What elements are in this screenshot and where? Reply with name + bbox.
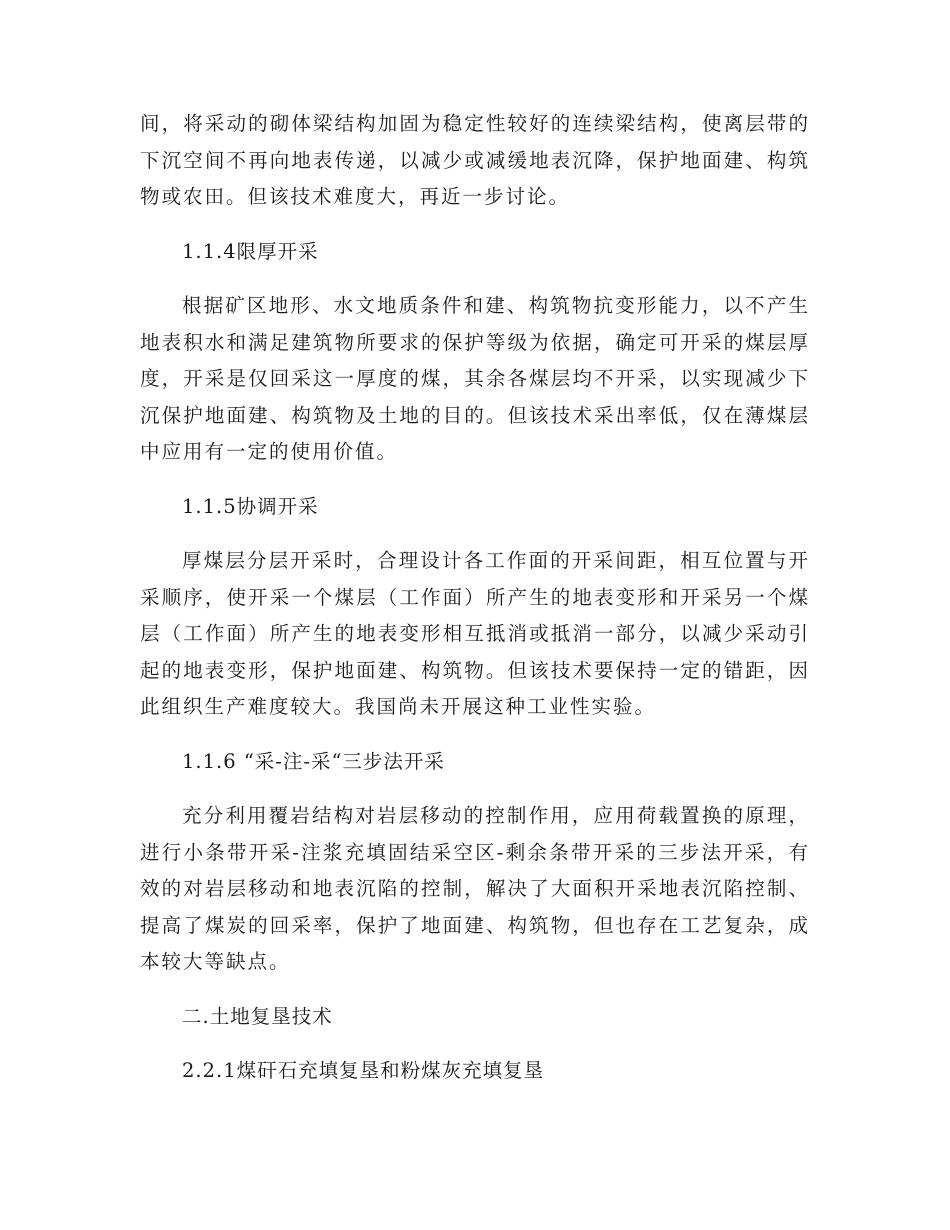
paragraph-limited-thickness: 根据矿区地形、水文地质条件和建、构筑物抗变形能力，以不产生地表积水和满足建筑物所要求的保护等级为依据，确定可开采的煤层厚度，开采是仅回采这一厚度的煤，其余各煤层均不开采，以实现减少下沉保护地面建、构筑物及土地的目的。但该技术采出率低，仅在薄煤层中应用有一定的使用价值。 [140,294,810,463]
paragraph-continued: 间，将采动的砌体梁结构加固为稳定性较好的连续梁结构，使离层带的下沉空间不再向地表传递，以减少或减缓地表沉降，保护地面建、构筑物或农田。但该技术难度大，再近一步讨论。 [140,112,810,208]
section-heading-1-1-4: 1.1.4限厚开采 [182,239,319,263]
section-heading-1-1-6: 1.1.6 “采-注-采“三步法开采 [182,749,445,773]
section-heading-2-2-1: 2.2.1煤矸石充填复垦和粉煤灰充填复垦 [182,1059,545,1082]
section-heading-2: 二.土地复垦技术 [182,1004,333,1028]
paragraph-coordinated-mining: 厚煤层分层开采时，合理设计各工作面的开采间距，相互位置与开采顺序，使开采一个煤层（工作面）所产生的地表变形和开采另一个煤层（工作面）所产生的地表变形相互抵消或抵消一部分，以减少采动引起的地表变形，保护地面建、构筑物。但该技术要保持一定的错距，因此组织生产难度较大。我国尚未开展这种工业性实验。 [140,549,810,718]
document-body [140,106,810,1108]
paragraph-three-step-mining: 充分利用覆岩结构对岩层移动的控制作用，应用荷载置换的原理，进行小条带开采-注浆充填固结采空区-剩余条带开采的三步法开采，有效的对岩层移动和地表沉陷的控制，解决了大面积开采地表沉陷控制、提高了煤炭的回采率，保护了地面建、构筑物，但也存在工艺复杂，成本较大等缺点。 [140,804,810,973]
section-heading-1-1-5: 1.1.5协调开采 [182,494,319,518]
